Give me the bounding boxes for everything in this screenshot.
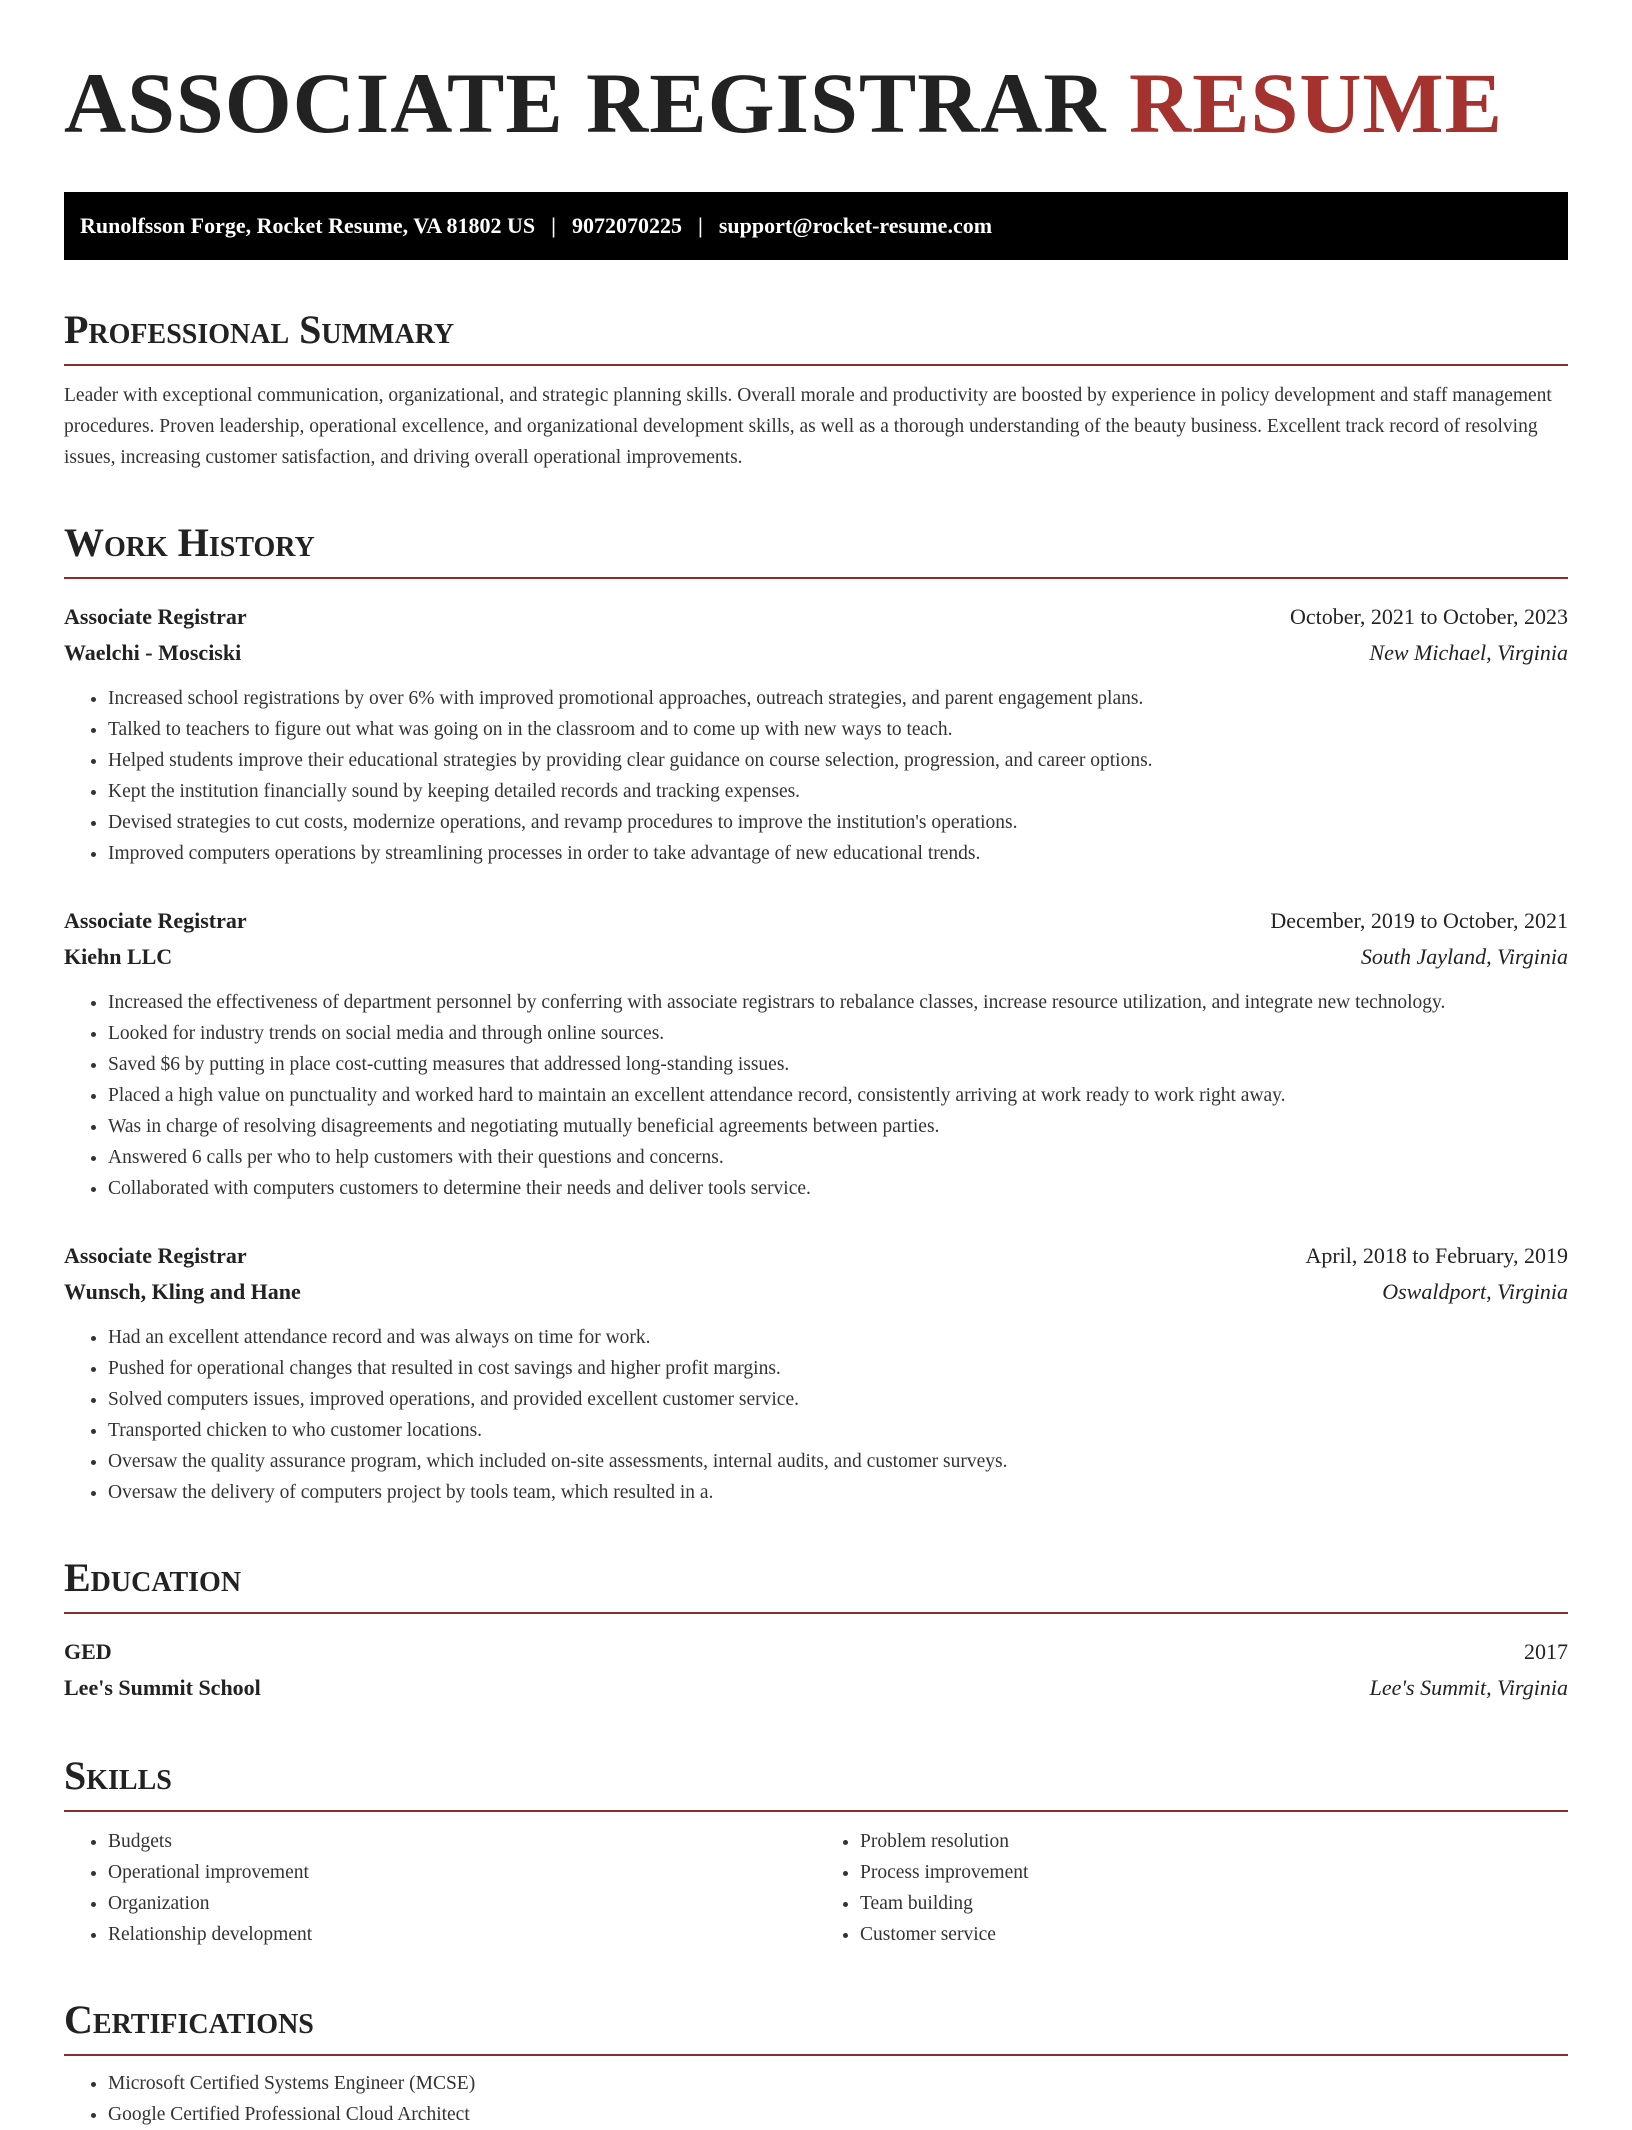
contact-email: support@rocket-resume.com [718,213,993,238]
skill-item: • Operational improvement [108,1857,816,1888]
contact-phone: 9072070225 [571,213,682,238]
summary-text: Leader with exceptional communication, organizational, and strategic planning skills. Overall morale and productivity are boosted by experience in policy development and staff management procedures. Proven leadership, operational excellence, and organizational development skills, as well as a thorough understanding of the beauty business. Excellent track record of resolving issues, increasing customer satisfaction, and driving overall operational improvements. [64,385,1552,468]
job-bullet: • Increased school registrations by over 6% with improved promotional approaches, outreach strategies, and parent engagement plans. [108,683,1568,714]
education-entry [64,1634,1568,1706]
contact-bar [64,192,1568,260]
job-bullet: • Improved computers operations by streamlining processes in order to take advantage of new educational trends. [108,838,1568,869]
skill-item: • Problem resolution [860,1826,1568,1857]
job-title: Associate Registrar [64,908,247,933]
job-header-row [64,903,1568,939]
job-bullet: • Looked for industry trends on social media and through online sources. [108,1018,1568,1049]
skill-item: • Team building [860,1888,1568,1919]
job-bullet: • Talked to teachers to figure out what was going on in the classroom and to come up with new ways to teach. [108,714,1568,745]
job-company: Kiehn LLC [64,944,173,969]
job-location: South Jayland, Virginia [1360,944,1568,969]
job-title: Associate Registrar [64,604,247,629]
job-dates: April, 2018 to February, 2019 [1305,1243,1568,1268]
job-bullet: • Answered 6 calls per who to help customers with their questions and concerns. [108,1142,1568,1173]
job-bullet: • Pushed for operational changes that resulted in cost savings and higher profit margins. [108,1353,1568,1384]
education-location: Lee's Summit, Virginia [1369,1675,1568,1700]
skills-grid [64,1826,1568,1950]
skill-item: • Organization [108,1888,816,1919]
job-bullet: • Kept the institution financially sound by keeping detailed records and tracking expenses. [108,776,1568,807]
job-bullets [64,987,1568,1204]
job-header-row [64,1238,1568,1274]
job-bullet: • Saved $6 by putting in place cost-cutting measures that addressed long-standing issues. [108,1049,1568,1080]
education-degree: GED [64,1639,112,1664]
contact-address: Runolfsson Forge, Rocket Resume, VA 81802 US [80,213,536,238]
contact-separator: | [697,213,703,238]
summary-heading: Professional Summary [64,306,1568,366]
title-accent: RESUME [1129,55,1503,151]
skill-item: • Budgets [108,1826,816,1857]
job-dates: December, 2019 to October, 2021 [1270,908,1568,933]
job-bullet: • Solved computers issues, improved operations, and provided excellent customer service. [108,1384,1568,1415]
certifications-list [64,2068,1568,2130]
job-location: Oswaldport, Virginia [1382,1279,1568,1304]
skills-column-right [816,1826,1568,1950]
job-dates: October, 2021 to October, 2023 [1289,604,1568,629]
job-bullet: • Transported chicken to who customer locations. [108,1415,1568,1446]
skill-item: • Relationship development [108,1919,816,1950]
job-company: Waelchi - Mosciski [64,640,242,665]
contact-separator: | [551,213,556,238]
job-location: New Michael, Virginia [1369,640,1568,665]
job-title: Associate Registrar [64,1243,247,1268]
job-header-row [64,599,1568,635]
job-bullet: • Oversaw the quality assurance program, which included on-site assessments, internal audits, and customer surveys. [108,1446,1568,1477]
job-bullet: • Oversaw the delivery of computers project by tools team, which resulted in a. [108,1477,1568,1508]
work-history-heading: Work History [64,519,1568,579]
education-heading: Education [64,1554,1568,1614]
skills-column-left [64,1826,816,1950]
job-bullet: • Had an excellent attendance record and was always on time for work. [108,1322,1568,1353]
job-company-row [64,1274,1568,1310]
certification-item: • Google Certified Professional Cloud Architect [108,2099,1568,2130]
skill-item: • Process improvement [860,1857,1568,1888]
job-entry [64,599,1568,869]
job-company-row [64,635,1568,671]
job-bullet: • Placed a high value on punctuality and worked hard to maintain an excellent attendance record, consistently arriving at work ready to work right away. [108,1080,1568,1111]
job-company: Wunsch, Kling and Hane [64,1279,301,1304]
education-school: Lee's Summit School [64,1675,261,1700]
work-history-list [64,599,1568,1508]
education-year: 2017 [1524,1639,1568,1664]
title-main: ASSOCIATE REGISTRAR [64,55,1107,151]
job-bullet: • Helped students improve their educational strategies by providing clear guidance on course selection, progression, and career options. [108,745,1568,776]
job-bullets [64,1322,1568,1508]
resume-title [64,55,1568,151]
job-bullets [64,683,1568,869]
job-entry [64,1238,1568,1508]
job-bullet: • Collaborated with computers customers to determine their needs and deliver tools service. [108,1173,1568,1204]
job-company-row [64,939,1568,975]
job-bullet: • Was in charge of resolving disagreements and negotiating mutually beneficial agreements between parties. [108,1111,1568,1142]
skills-heading: Skills [64,1752,1568,1812]
skill-item: • Customer service [860,1919,1568,1950]
job-bullet: • Devised strategies to cut costs, modernize operations, and revamp procedures to improve the institution's operations. [108,807,1568,838]
job-bullet: • Increased the effectiveness of department personnel by conferring with associate registrars to rebalance classes, increase resource utilization, and integrate new technology. [108,987,1568,1018]
job-entry [64,903,1568,1204]
certifications-heading: Certifications [64,1996,1568,2056]
certification-item: • Microsoft Certified Systems Engineer (MCSE) [108,2068,1568,2099]
